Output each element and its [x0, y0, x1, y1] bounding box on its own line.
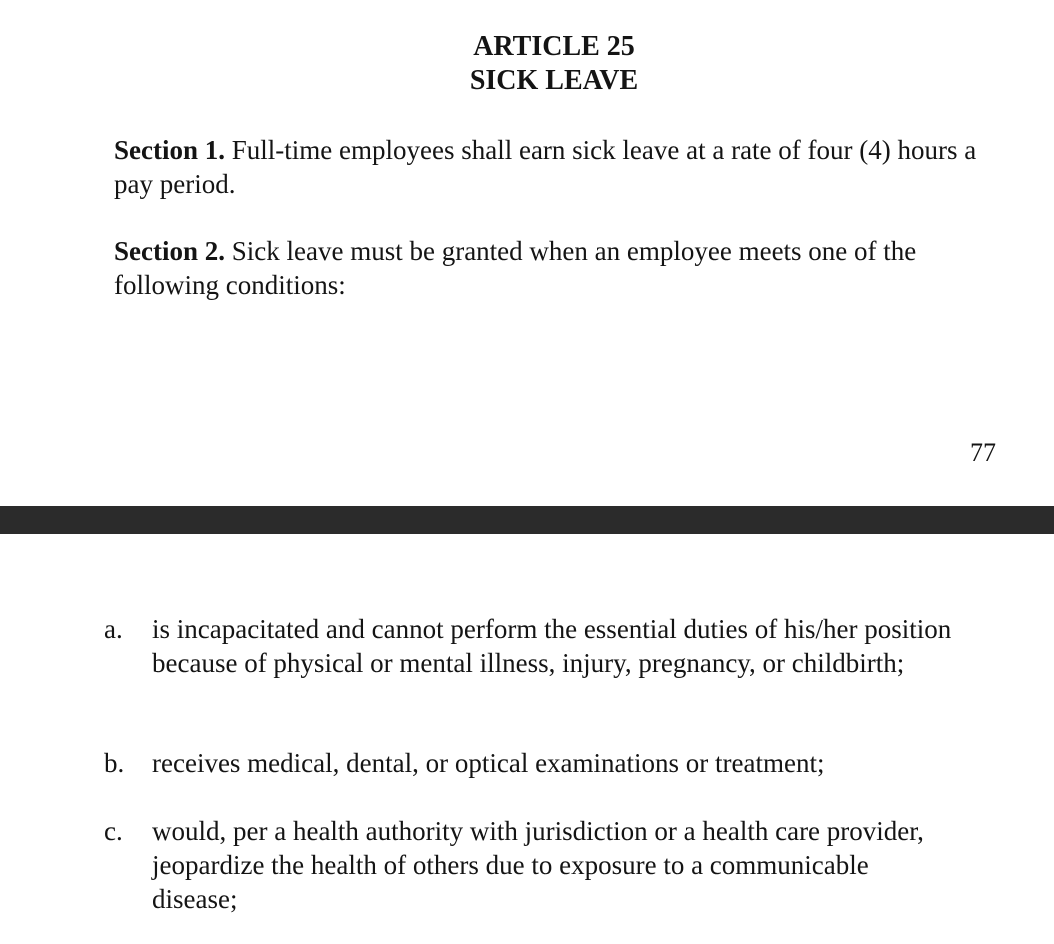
list-item-text: receives medical, dental, or optical examinations or treatment;: [152, 748, 825, 778]
section-1-label: Section 1.: [114, 135, 225, 165]
section-1-paragraph: [114, 133, 1014, 201]
list-item-text: would, per a health authority with jurisdiction or a health care provider, jeopardize the health of others due to exposure to a communicable disease;: [152, 816, 924, 914]
section-2-paragraph: [114, 234, 1014, 302]
list-marker: b.: [104, 748, 125, 778]
page-number: 77: [970, 438, 996, 467]
list-marker: c.: [104, 816, 123, 846]
article-number: ARTICLE 25: [473, 31, 635, 62]
article-heading: [0, 30, 1054, 98]
list-item-text: is incapacitated and cannot perform the essential duties of his/her position because of physical or mental illness, injury, pregnancy, or childbirth;: [152, 614, 952, 678]
section-1-text: Full-time employees shall earn sick leave at a rate of four (4) hours a pay period.: [114, 135, 977, 199]
section-2-text: Sick leave must be granted when an employee meets one of the following conditions:: [114, 236, 917, 300]
list-marker: a.: [104, 614, 123, 644]
article-title: SICK LEAVE: [469, 65, 639, 96]
section-2-label: Section 2.: [114, 236, 225, 266]
page-separator: [0, 506, 1054, 534]
